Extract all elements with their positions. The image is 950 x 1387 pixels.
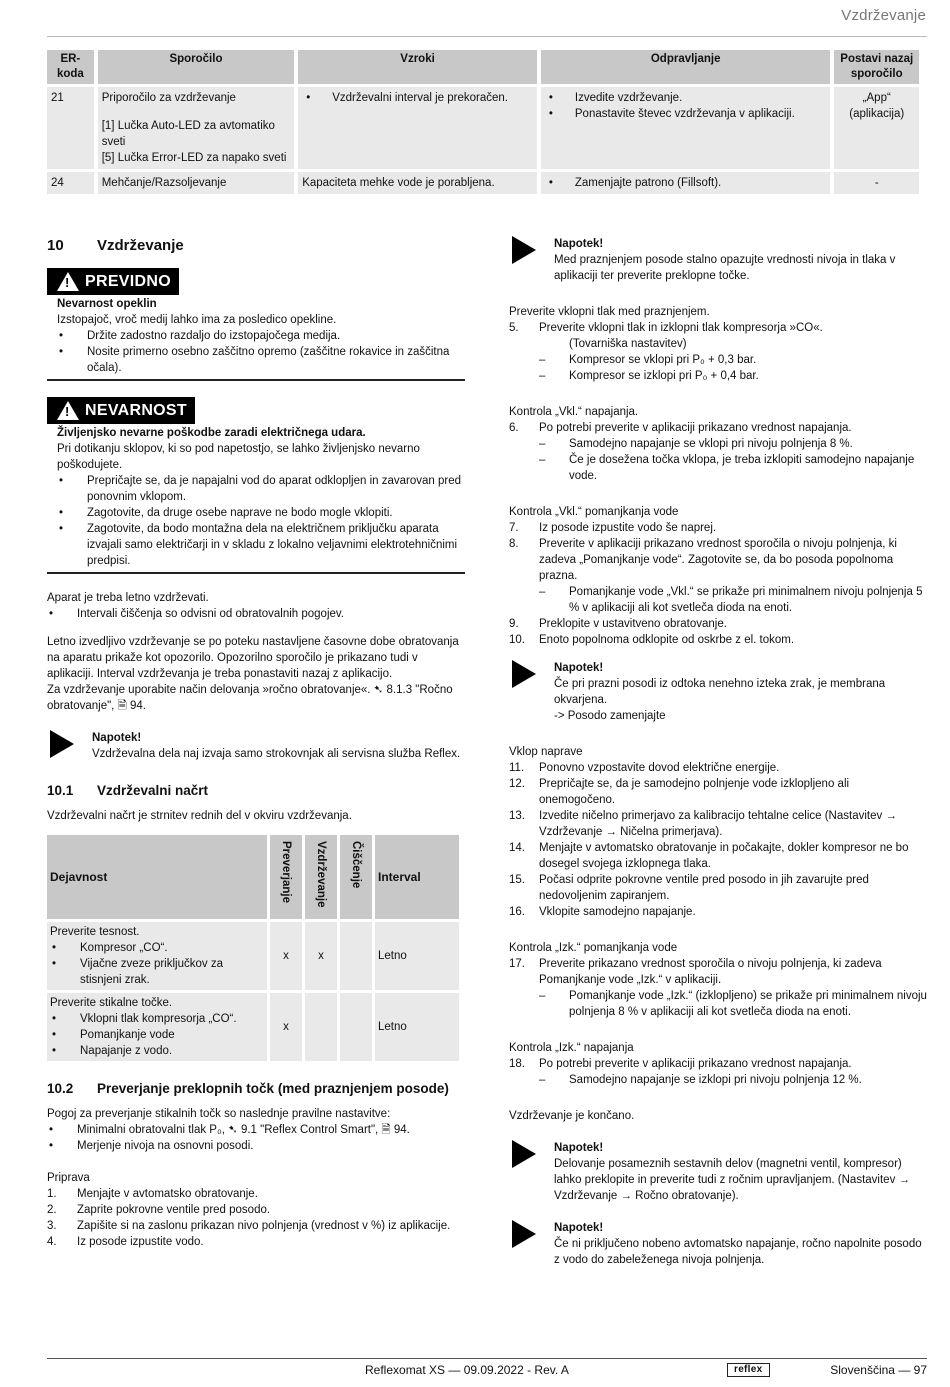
table-row (47, 172, 919, 194)
paragraph: Pogoj za preverjanje stikalnih točk so naslednje pravilne nastavitve: (47, 1108, 391, 1120)
note-block (509, 1140, 927, 1204)
note-title: Napotek! (554, 238, 604, 250)
warning-triangle-icon: ! (57, 401, 79, 420)
list-item: • Intervali čiščenja so odvisni od obratovalnih pogojev. (47, 606, 465, 622)
sub-item: – Če je dosežena točka vklopa, je treba izklopiti samodejno napajanje vode. (509, 452, 927, 484)
step-item: 18. Po potrebi preverite v aplikaciji prikazano vrednost napajanja. (509, 1058, 852, 1070)
error-causes (298, 87, 537, 169)
footer-language: Slovenščina (830, 1363, 895, 1377)
note-block (509, 236, 927, 284)
page-footer (47, 1362, 927, 1380)
cleaning-mark (340, 922, 372, 990)
error-remedy (541, 172, 831, 194)
activity-cell (47, 922, 267, 990)
cleaning-mark (340, 993, 372, 1061)
caution-title: Nevarnost opeklin (57, 298, 157, 310)
note-title: Napotek! (554, 1222, 604, 1234)
col-header-check (270, 835, 302, 919)
caution-box (47, 296, 465, 381)
col-header-maintenance-label: Vzdrževanje (315, 841, 327, 908)
subheading: Vklop naprave (509, 746, 583, 758)
sub-item: – Pomanjkanje vode „Izk.“ (izklopljeno) se prikaže pri minimalnem nivoju polnjenja 8 % v aplikaciji ali kot svetleča dioda na enoti. (509, 988, 927, 1020)
running-head-title: Vzdrževanje (841, 7, 926, 24)
footer-document-id: Reflexomat XS — 09.09.2022 - Rev. A (365, 1363, 569, 1377)
section-heading (47, 236, 465, 256)
step-item: 5. Preverite vklopni tlak in izklopni tlak kompresorja »CO«. (Tovarniška nastavitev) (509, 322, 823, 350)
sub-item: – Samodejno napajanje se izklopi pri nivoju polnjenja 12 %. (509, 1072, 927, 1088)
error-reset: „App“ (aplikacija) (834, 87, 919, 169)
col-header-reset: Postavi nazaj sporočilo (834, 50, 919, 84)
list-item: • Nosite primerno osebno zaščitno opremo (zaščitne rokavice in zaščitna očala). (57, 344, 465, 376)
subheading: Preverite vklopni tlak med praznjenjem. (509, 306, 710, 318)
sub-item: – Kompresor se izklopi pri P₀ + 0,4 bar. (509, 368, 927, 384)
message-line: [1] Lučka Auto-LED za avtomatiko sveti (101, 120, 275, 148)
paragraph: Letno izvedljivo vzdrževanje se po poteku nastavljene časovne dobe obratovanja na aparatu prikaže kot opozorilo. Opozorilno sporočilo je prikazano tudi v aplikaciji. Interval vzdrževanja je treba ponastaviti nazaj z aplikacijo. (47, 636, 459, 680)
table-row (47, 87, 919, 169)
subheading: Kontrola „Vkl.“ napajanja. (509, 406, 639, 418)
list-item: • Merjenje nivoja na osnovni posodi. (47, 1138, 465, 1154)
list-item: • Zagotovite, da bodo montažna dela na električnem priključku aparata izvajali samo električarji in v skladu z lokalno veljavnimi elektrotehničnimi predpisi. (57, 521, 465, 569)
step-item: 16. Vklopite samodejno napajanje. (509, 906, 696, 918)
interval-cell: Letno (375, 993, 459, 1061)
list-item: • Ponastavite števec vzdrževanja v aplikaciji. (545, 106, 827, 122)
maintenance-plan-table (44, 832, 462, 1064)
list-item: • Kompresor „CO“. (50, 940, 264, 956)
warning-triangle-icon: ! (57, 272, 79, 291)
error-code: 21 (47, 87, 94, 169)
step-item: 1. Menjajte v avtomatsko obratovanje. (47, 1188, 258, 1200)
page-number: — 97 (898, 1363, 927, 1377)
subheading: Kontrola „Izk.“ pomanjkanja vode (509, 942, 678, 954)
error-message: Mehčanje/Razsoljevanje (98, 172, 294, 194)
table-row (47, 993, 459, 1061)
list-item: • Zamenjajte patrono (Fillsoft). (545, 175, 827, 191)
activity-title: Preverite stikalne točke. (50, 997, 173, 1009)
step-item: 9. Preklopite v ustavitveno obratovanje. (509, 618, 727, 630)
step-item: 6. Po potrebi preverite v aplikaciji prikazano vrednost napajanja. (509, 422, 852, 434)
danger-label: NEVARNOST (85, 401, 187, 419)
note-arrow-icon (512, 660, 536, 688)
list-item: • Napajanje z vodo. (50, 1043, 264, 1059)
footer-language-page (830, 1362, 927, 1378)
list-item: • Vklopni tlak kompresorja „CO“. (50, 1011, 264, 1027)
error-message (98, 87, 294, 169)
activity-cell (47, 993, 267, 1061)
section-heading (47, 1080, 465, 1098)
error-code: 24 (47, 172, 94, 194)
note-text: Vzdrževalna dela naj izvaja samo strokovnjak ali servisna služba Reflex. (92, 748, 461, 760)
note-text: Med praznjenjem posode stalno opazujte vrednosti nivoja in tlaka v aplikaciji ter preverite preklopne točke. (554, 254, 896, 282)
reflex-logo: reflex (727, 1363, 770, 1377)
col-header-check-label: Preverjanje (280, 841, 292, 904)
check-mark: x (270, 922, 302, 990)
col-header-interval: Interval (375, 835, 459, 919)
note-block (509, 660, 927, 724)
step-item: 12. Prepričajte se, da je samodejno polnjenje vode izklopljeno ali onemogočeno. (509, 778, 850, 806)
section-title: Vzdrževalni načrt (97, 783, 209, 798)
check-mark: x (270, 993, 302, 1061)
header-rule (47, 36, 927, 37)
note-title: Napotek! (554, 662, 604, 674)
col-header-code: ER-koda (47, 50, 94, 84)
step-item: 14. Menjajte v avtomatsko obratovanje in počakajte, dokler kompresor ne bo dosegel svojega izklopnega tlaka. (509, 842, 909, 870)
caution-label: PREVIDNO (85, 272, 171, 290)
col-header-cleaning-label: Čiščenje (350, 841, 362, 889)
note-text: Delovanje posameznih sestavnih delov (magnetni ventil, kompresor) lahko preklopite in preverite tudi z ročnim upravljanjem. (Nastavitev → Vzdrževanje → Ročno obratovanje). (554, 1158, 911, 1202)
danger-title: Življenjsko nevarne poškodbe zaradi električnega udara. (57, 427, 366, 439)
paragraph: Vzdrževanje je končano. (509, 1110, 635, 1122)
note-title: Napotek! (92, 732, 142, 744)
subheading: Kontrola „Izk.“ napajanja (509, 1042, 634, 1054)
note-arrow-icon (512, 1140, 536, 1168)
note-text: Če ni priključeno nobeno avtomatsko napajanje, ročno napolnite posodo z vodo do zabeleženega nivoja polnjenja. (554, 1238, 922, 1266)
sub-item: – Samodejno napajanje se vklopi pri nivoju polnjenja 8 %. (509, 436, 927, 452)
step-item: 2. Zaprite pokrovne ventile pred posodo. (47, 1204, 271, 1216)
list-item: • Zagotovite, da druge osebe naprave ne bodo mogle vklopiti. (57, 505, 465, 521)
note-title: Napotek! (554, 1142, 604, 1154)
table-row (47, 922, 459, 990)
step-item: 7. Iz posode izpustite vodo še naprej. (509, 522, 717, 534)
list-item: • Držite zadostno razdaljo do izstopajočega medija. (57, 328, 465, 344)
section-heading (47, 782, 465, 800)
section-title: Vzdrževanje (97, 237, 184, 254)
error-causes: Kapaciteta mehke vode je porabljena. (298, 172, 537, 194)
col-header-causes: Vzroki (298, 50, 537, 84)
list-item: • Izvedite vzdrževanje. (545, 90, 827, 106)
note-arrow-icon (512, 1220, 536, 1248)
section-number: 10.2 (47, 1081, 74, 1096)
message-line: Priporočilo za vzdrževanje (101, 92, 236, 104)
step-item: 10. Enoto popolnoma odklopite od oskrbe z el. tokom. (509, 634, 795, 646)
step-item: 8. Preverite v aplikaciji prikazano vrednost sporočila o nivoju polnjenja, ki zadeva „Pomanjkanje vode“. Zagotovite se, da bo posoda popolnoma prazna. (509, 538, 897, 582)
note-block (509, 1220, 927, 1268)
activity-title: Preverite tesnost. (50, 926, 140, 938)
footer-rule (47, 1358, 927, 1359)
message-line: [5] Lučka Error-LED za napako sveti (101, 152, 287, 164)
paragraph-link[interactable]: Za vzdrževanje uporabite način delovanja »ročno obratovanje«. ➷ 8.1.3 "Ročno obratovanje", 🗎 94. (47, 684, 453, 712)
list-item: • Pomanjkanje vode (50, 1027, 264, 1043)
sub-item: – Kompresor se vklopi pri P₀ + 0,3 bar. (509, 352, 927, 368)
col-header-message: Sporočilo (98, 50, 294, 84)
section-number: 10 (47, 237, 64, 254)
caution-text: Izstopajoč, vroč medij lahko ima za posledico opekline. (57, 314, 337, 326)
list-item: • Vzdrževalni interval je prekoračen. (302, 90, 533, 106)
maintenance-mark: x (305, 922, 337, 990)
step-item: 4. Iz posode izpustite vodo. (47, 1236, 204, 1248)
section-number: 10.1 (47, 783, 74, 798)
col-header-remedy: Odpravljanje (541, 50, 831, 84)
interval-cell: Letno (375, 922, 459, 990)
step-item: 17. Preverite prikazano vrednost sporočila o nivoju polnjenja, ki zadeva Pomanjkanje vode „Izk.“ v aplikaciji. (509, 958, 882, 986)
left-column (47, 236, 465, 1250)
col-header-maintenance (305, 835, 337, 919)
error-remedy (541, 87, 831, 169)
danger-text: Pri dotikanju sklopov, ki so pod napetostjo, se lahko življenjsko nevarno poškodujete. (57, 443, 420, 471)
paragraph: Aparat je treba letno vzdrževati. (47, 592, 209, 604)
error-table-header (47, 50, 919, 84)
maintenance-mark (305, 993, 337, 1061)
paragraph: Vzdrževalni načrt je strnitev rednih del v okviru vzdrževanja. (47, 810, 352, 822)
right-column (509, 236, 927, 1268)
caution-banner (47, 268, 179, 295)
step-item: 11. Ponovno vzpostavite dovod električne energije. (509, 762, 780, 774)
note-arrow-icon (512, 236, 536, 264)
list-item: • Prepričajte se, da je napajalni vod do aparat odklopljen in zavarovan pred ponovnim vklopom. (57, 473, 465, 505)
danger-box (47, 425, 465, 574)
list-item: • Vijačne zveze priključkov za stisnjeni zrak. (50, 956, 264, 988)
note-block (47, 730, 465, 762)
note-arrow-icon (50, 730, 74, 758)
step-item: 3. Zapišite si na zaslonu prikazan nivo polnjenja (vrednost v %) iz aplikacije. (47, 1220, 451, 1232)
note-text: -> Posodo zamenjajte (554, 710, 666, 722)
section-title: Preverjanje preklopnih točk (med praznjenjem posode) (97, 1081, 449, 1096)
sub-item: – Pomanjkanje vode „Vkl.“ se prikaže pri minimalnem nivoju polnjenja 5 % v aplikaciji ali kot svetleča dioda na enoti. (509, 584, 927, 616)
danger-banner (47, 397, 195, 424)
subheading: Priprava (47, 1172, 90, 1184)
step-item: 13. Izvedite ničelno primerjavo za kalibracijo tehtalne celice (Nastavitev → Vzdrževanje → Ničelna primerjava). (509, 810, 897, 838)
error-table (43, 47, 923, 197)
note-text: Če pri prazni posodi iz odtoka nenehno izteka zrak, je membrana okvarjena. (554, 678, 886, 706)
col-header-cleaning (340, 835, 372, 919)
col-header-activity: Dejavnost (47, 835, 267, 919)
list-item-link[interactable]: • Minimalni obratovalni tlak P₀, ➷ 9.1 "Reflex Control Smart", 🗎 94. (47, 1122, 465, 1138)
subheading: Kontrola „Vkl.“ pomanjkanja vode (509, 506, 679, 518)
step-item: 15. Počasi odprite pokrovne ventile pred posodo in jih zavarujte pred nedovoljenim zapiranjem. (509, 874, 869, 902)
error-reset: - (834, 172, 919, 194)
